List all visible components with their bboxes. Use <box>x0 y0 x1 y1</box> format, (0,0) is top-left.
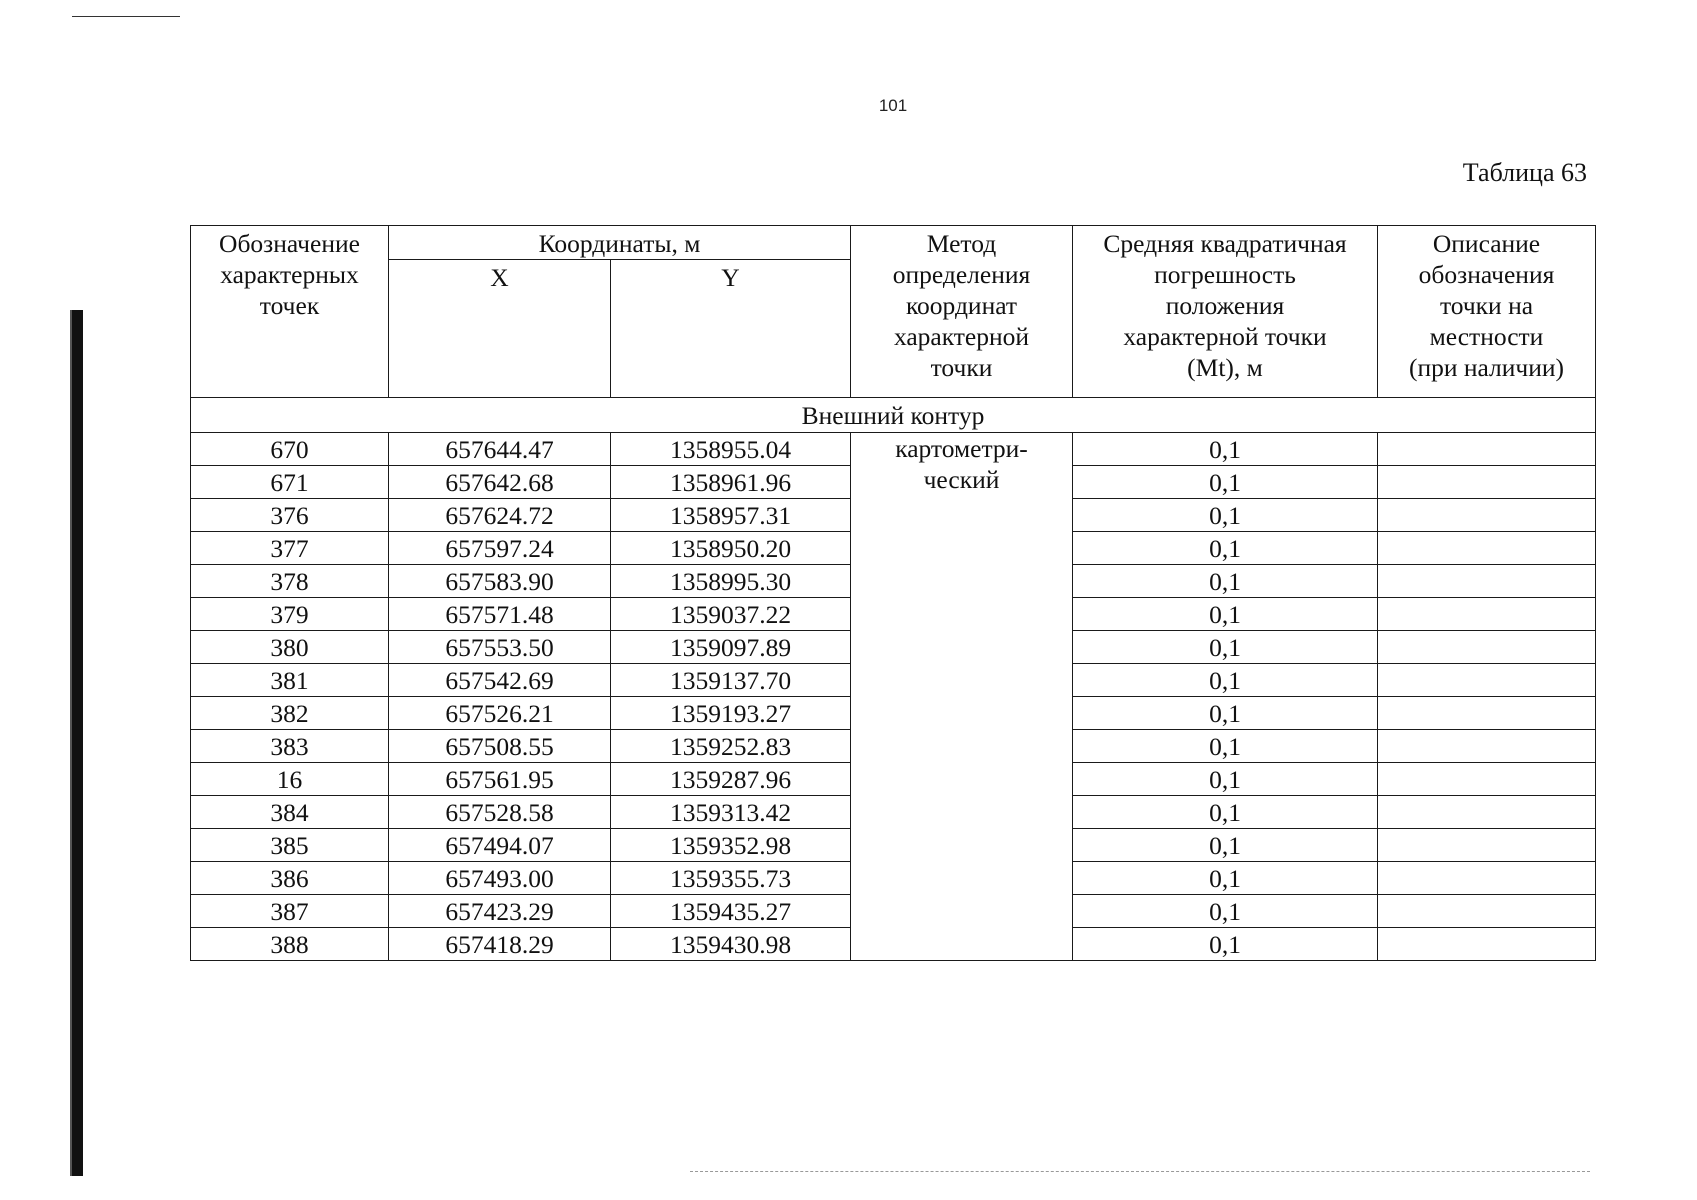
description-cell <box>1378 631 1596 664</box>
x-coordinate-cell: 657583.90 <box>389 565 611 598</box>
point-column-header: Обозначение характерных точек <box>191 226 389 398</box>
x-coordinate-cell: 657597.24 <box>389 532 611 565</box>
point-cell: 382 <box>191 697 389 730</box>
error-cell: 0,1 <box>1073 697 1378 730</box>
error-cell: 0,1 <box>1073 730 1378 763</box>
table-caption: Таблица 63 <box>1462 158 1587 187</box>
x-coordinate-cell: 657494.07 <box>389 829 611 862</box>
point-cell: 671 <box>191 466 389 499</box>
y-coordinate-cell: 1359352.98 <box>611 829 851 862</box>
method-cell <box>851 433 1073 961</box>
y-coordinate-cell: 1359430.98 <box>611 928 851 961</box>
x-coordinate-cell: 657542.69 <box>389 664 611 697</box>
description-cell <box>1378 829 1596 862</box>
y-coordinate-cell: 1359355.73 <box>611 862 851 895</box>
description-cell <box>1378 763 1596 796</box>
x-coordinate-cell: 657624.72 <box>389 499 611 532</box>
error-cell: 0,1 <box>1073 433 1378 466</box>
point-cell: 383 <box>191 730 389 763</box>
description-cell <box>1378 928 1596 961</box>
error-cell: 0,1 <box>1073 862 1378 895</box>
point-cell: 16 <box>191 763 389 796</box>
x-coordinate-cell: 657508.55 <box>389 730 611 763</box>
point-cell: 378 <box>191 565 389 598</box>
x-coordinate-cell: 657418.29 <box>389 928 611 961</box>
y-coordinate-cell: 1358961.96 <box>611 466 851 499</box>
y-coordinate-cell: 1359435.27 <box>611 895 851 928</box>
error-cell: 0,1 <box>1073 565 1378 598</box>
error-cell: 0,1 <box>1073 631 1378 664</box>
error-column-header: Средняя квадратичная погрешность положения характерной точки (Mt), м <box>1073 226 1378 398</box>
error-cell: 0,1 <box>1073 499 1378 532</box>
x-coordinate-cell: 657423.29 <box>389 895 611 928</box>
description-cell <box>1378 598 1596 631</box>
header-row <box>191 226 1596 260</box>
x-coordinate-cell: 657571.48 <box>389 598 611 631</box>
point-cell: 386 <box>191 862 389 895</box>
y-coordinate-cell: 1359037.22 <box>611 598 851 631</box>
method-text: картометри- <box>895 434 1028 464</box>
method-column-header: Метод определения координат характерной точки <box>851 226 1073 398</box>
point-cell: 384 <box>191 796 389 829</box>
description-cell <box>1378 532 1596 565</box>
error-cell: 0,1 <box>1073 796 1378 829</box>
description-cell <box>1378 664 1596 697</box>
point-cell: 388 <box>191 928 389 961</box>
description-cell <box>1378 466 1596 499</box>
top-rule <box>72 16 180 17</box>
error-cell: 0,1 <box>1073 895 1378 928</box>
x-coordinate-cell: 657526.21 <box>389 697 611 730</box>
x-column-header: X <box>389 260 611 398</box>
point-cell: 379 <box>191 598 389 631</box>
point-cell: 380 <box>191 631 389 664</box>
coordinates-table <box>190 225 1596 961</box>
y-coordinate-cell: 1359313.42 <box>611 796 851 829</box>
description-cell <box>1378 499 1596 532</box>
description-cell <box>1378 565 1596 598</box>
point-cell: 670 <box>191 433 389 466</box>
x-coordinate-cell: 657528.58 <box>389 796 611 829</box>
y-column-header: Y <box>611 260 851 398</box>
error-cell: 0,1 <box>1073 763 1378 796</box>
point-cell: 387 <box>191 895 389 928</box>
y-coordinate-cell: 1358995.30 <box>611 565 851 598</box>
point-cell: 385 <box>191 829 389 862</box>
page-number: 101 <box>878 96 908 115</box>
description-cell <box>1378 796 1596 829</box>
y-coordinate-cell: 1359287.96 <box>611 763 851 796</box>
y-coordinate-cell: 1359252.83 <box>611 730 851 763</box>
error-cell: 0,1 <box>1073 466 1378 499</box>
error-cell: 0,1 <box>1073 532 1378 565</box>
bottom-rule <box>690 1171 1590 1172</box>
y-coordinate-cell: 1358950.20 <box>611 532 851 565</box>
point-cell: 376 <box>191 499 389 532</box>
y-coordinate-cell: 1359137.70 <box>611 664 851 697</box>
description-cell <box>1378 862 1596 895</box>
y-coordinate-cell: 1358955.04 <box>611 433 851 466</box>
description-cell <box>1378 433 1596 466</box>
point-cell: 381 <box>191 664 389 697</box>
x-coordinate-cell: 657642.68 <box>389 466 611 499</box>
y-coordinate-cell: 1359097.89 <box>611 631 851 664</box>
y-coordinate-cell: 1358957.31 <box>611 499 851 532</box>
description-cell <box>1378 697 1596 730</box>
section-title: Внешний контур <box>191 398 1596 433</box>
method-text: ческий <box>923 465 1000 495</box>
x-coordinate-cell: 657493.00 <box>389 862 611 895</box>
x-coordinate-cell: 657561.95 <box>389 763 611 796</box>
description-cell <box>1378 895 1596 928</box>
error-cell: 0,1 <box>1073 598 1378 631</box>
table-row <box>191 433 1596 466</box>
x-coordinate-cell: 657553.50 <box>389 631 611 664</box>
section-row <box>191 398 1596 433</box>
description-column-header: Описание обозначения точки на местности (при наличии) <box>1378 226 1596 398</box>
point-cell: 377 <box>191 532 389 565</box>
x-coordinate-cell: 657644.47 <box>389 433 611 466</box>
description-cell <box>1378 730 1596 763</box>
error-cell: 0,1 <box>1073 664 1378 697</box>
error-cell: 0,1 <box>1073 829 1378 862</box>
y-coordinate-cell: 1359193.27 <box>611 697 851 730</box>
coordinates-header: Координаты, м <box>389 226 851 260</box>
scan-edge-line <box>70 310 72 1176</box>
error-cell: 0,1 <box>1073 928 1378 961</box>
